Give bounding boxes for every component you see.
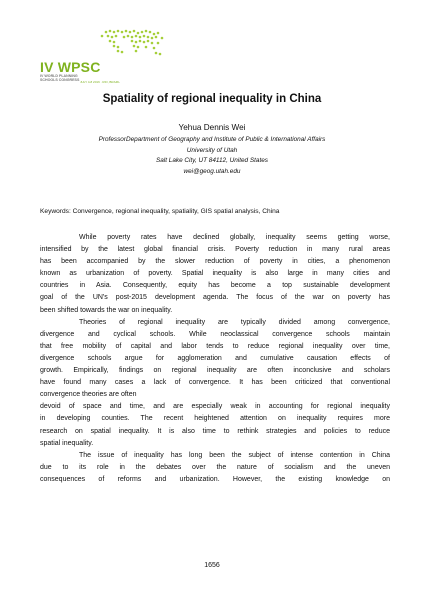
- body-line: divergence schools argue for agglomeration and cumulative causation effects of: [40, 354, 390, 362]
- body-line: has been accompanied by the slower reduction of poverty in cities, a phenomenon: [40, 258, 390, 266]
- paper-title: Spatiality of regional inequality in China: [102, 93, 322, 105]
- world-map-dots-icon: [66, 26, 170, 58]
- body-line: divergence and cyclical schools. While neoclassical convergence schools maintain: [40, 330, 390, 338]
- logo-dates: JULY 4-8 2016 · RIO, BRAZIL: [80, 80, 120, 84]
- logo-title: IV WPSC: [40, 59, 101, 75]
- conference-logo: [40, 26, 170, 84]
- author-email: wei@geog.utah.edu: [183, 167, 241, 175]
- body-line: While poverty rates have declined globally, inequality seems getting worse,: [79, 234, 390, 241]
- affiliation-line: Salt Lake City, UT 84112, United States: [155, 157, 268, 165]
- body-line: due to its role in the debates over the nature of socialism and the uneven: [40, 463, 390, 471]
- body-line: devoid of space and time, and are especially weak in accounting for regional inequality: [40, 403, 390, 411]
- body-line: consequences of reforms and urbanization. However, the existing knowledge on: [40, 475, 390, 483]
- body-line: that free mobility of capital and labor tends to reduce regional inequality over time,: [40, 342, 390, 350]
- body-line: have found many cases a lack of convergence. It has been criticized that conventional: [40, 379, 390, 387]
- logo-subtitle: IV WORLD PLANNING SCHOOLS CONGRESS: [40, 74, 80, 83]
- body-line: growth. Empirically, findings on regional inequality are often inconclusive and scholars: [40, 367, 390, 375]
- body-line: convergence theories are often: [40, 391, 137, 399]
- body-line: Theories of regional inequality are typically divided among convergence,: [79, 318, 390, 326]
- page-number: 1656: [204, 562, 220, 569]
- affiliation-line: University of Utah: [186, 146, 238, 154]
- body-line: in developing counties. The recent heightened attention on inequality requires more: [40, 415, 390, 423]
- body-line: countries in Asia. Consequently, equity has become a top sustainable development: [40, 282, 390, 290]
- body-line: research on spatial inequality. It is also time to rethink strategies and policies to reduce: [40, 427, 390, 435]
- author-name: Yehua Dennis Wei: [178, 123, 246, 132]
- body-line: known as urbanization of poverty. Spatial inequality is also large in many cities and: [40, 270, 390, 278]
- keywords-line: Keywords: Convergence, regional inequality, spatiality, GIS spatial analysis, China: [40, 208, 280, 215]
- body-line: goal of the UN's post-2015 development agenda. The focus of the war on poverty has: [40, 294, 390, 302]
- body-line: spatial inequality.: [40, 439, 94, 447]
- affiliation-line: ProfessorDepartment of Geography and Institute of Public & International Affairs: [98, 136, 326, 143]
- body-text: [40, 232, 390, 486]
- body-line: intensified by the latest global financial crisis. Poverty reduction in many rural areas: [40, 246, 390, 254]
- body-line: been shifted towards the war on inequality.: [40, 306, 173, 314]
- author-affiliation: [0, 135, 424, 177]
- body-line: The issue of inequality has long been the subject of intense contention in China: [79, 451, 390, 459]
